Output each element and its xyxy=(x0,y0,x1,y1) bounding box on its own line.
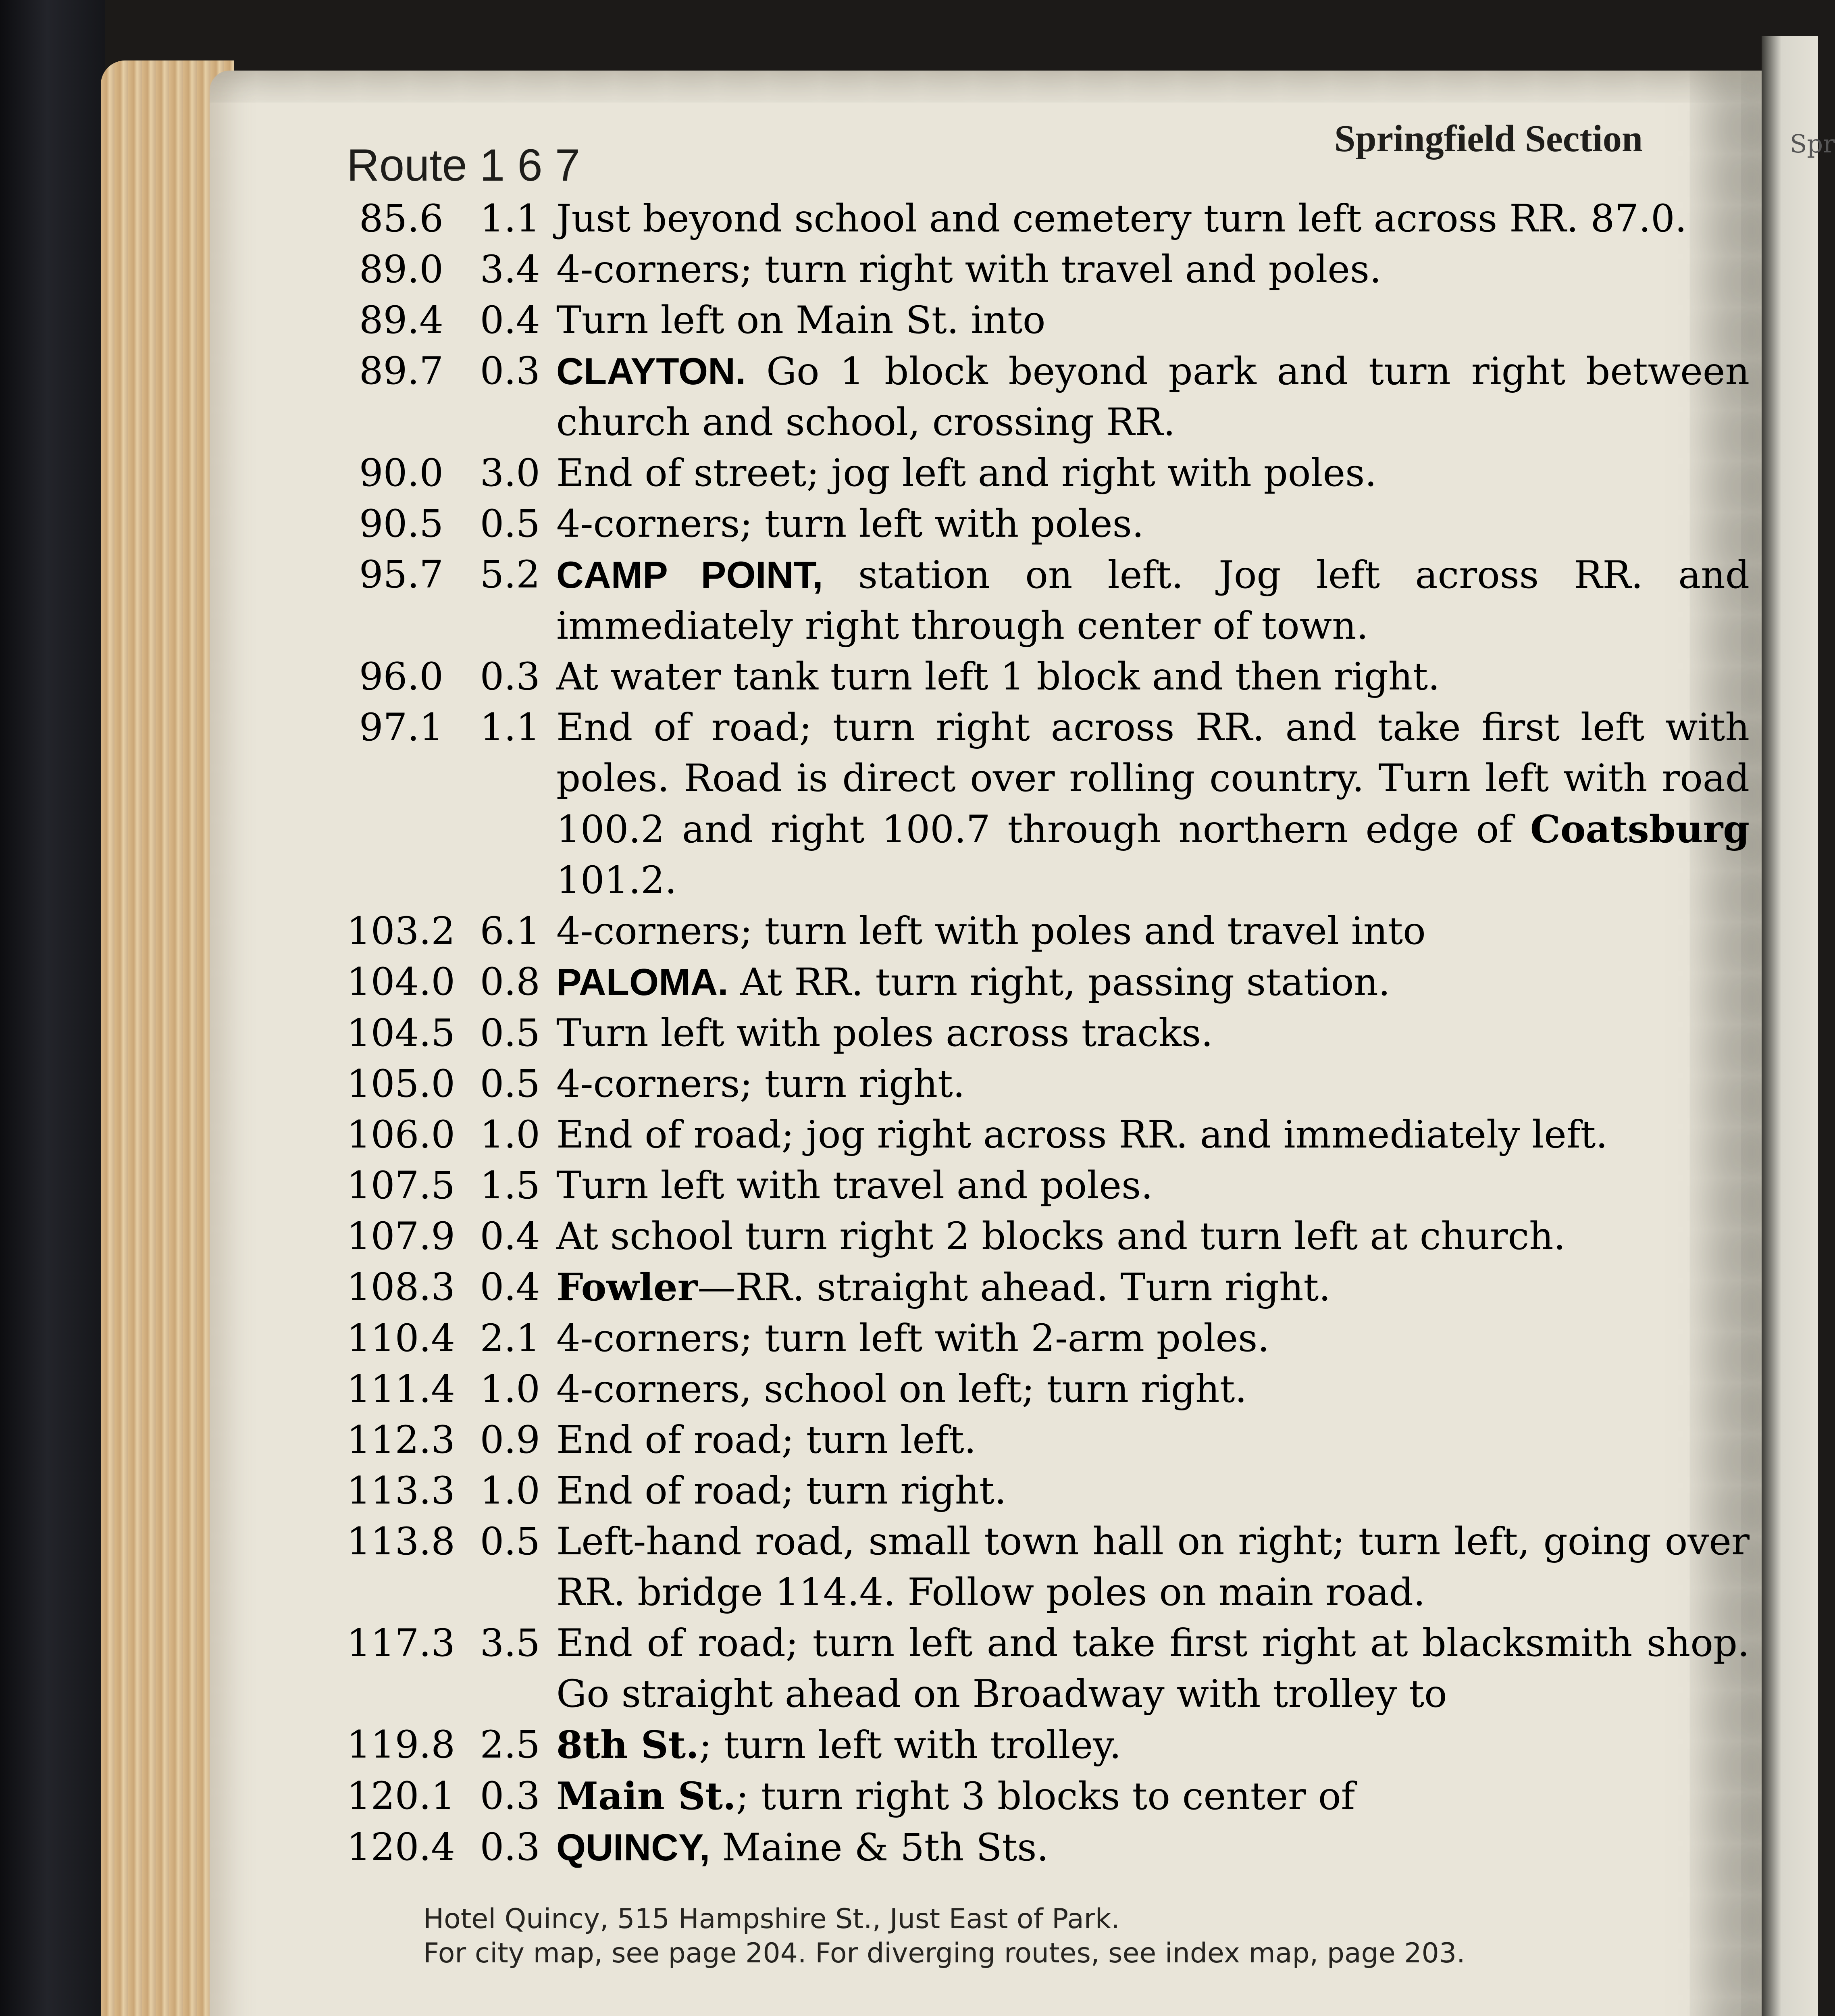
route-step xyxy=(347,550,1750,652)
step-description xyxy=(556,1160,1750,1211)
total-mileage: 104.0 xyxy=(347,960,456,1004)
step-description xyxy=(556,652,1750,702)
city-map-note: For city map, see page 204. For diverging routes, see index map, page 203. xyxy=(423,1937,1465,1969)
intermediate-mileage: 0.3 xyxy=(480,655,540,699)
total-mileage: 104.5 xyxy=(347,1011,456,1055)
step-description xyxy=(556,1211,1750,1262)
intermediate-mileage: 0.3 xyxy=(480,349,540,393)
step-description xyxy=(556,957,1750,1008)
direction-text: Left-hand road, small town hall on right; turn left, going over RR. bridge 114.4. Follow poles on main road. xyxy=(556,1520,1750,1614)
route-header: Route 1 6 7 xyxy=(347,140,580,190)
route-step xyxy=(347,1364,1750,1415)
total-mileage: 89.0 xyxy=(359,248,443,292)
total-mileage: 95.7 xyxy=(359,553,443,597)
direction-text: Turn left with travel and poles. xyxy=(556,1164,1153,1208)
route-step xyxy=(347,1313,1750,1364)
intermediate-mileage: 0.5 xyxy=(480,1520,540,1564)
intermediate-mileage: 0.5 xyxy=(480,1011,540,1055)
total-mileage: 117.3 xyxy=(347,1621,456,1665)
step-description xyxy=(556,346,1750,448)
total-mileage: 106.0 xyxy=(347,1113,456,1157)
direction-text: At water tank turn left 1 block and then right. xyxy=(556,655,1440,699)
direction-text: Just beyond school and cemetery turn left across RR. 87.0. xyxy=(556,197,1687,241)
intermediate-mileage: 0.5 xyxy=(480,502,540,546)
route-step xyxy=(347,906,1750,957)
direction-text: End of road; turn left. xyxy=(556,1418,976,1462)
section-header: Springfield Section xyxy=(1334,118,1643,160)
step-description xyxy=(556,1822,1750,1873)
route-step xyxy=(347,1160,1750,1211)
direction-text: End of road; turn right across RR. and take first left with poles. Road is direct over rolling country. Turn left with road 100.2 and right 100.7 through northern edge of xyxy=(556,706,1750,852)
route-step xyxy=(347,1822,1750,1873)
direction-text: 4-corners; turn left with poles and travel into xyxy=(556,909,1426,953)
total-mileage: 113.3 xyxy=(347,1469,456,1513)
route-step xyxy=(347,702,1750,906)
route-step xyxy=(347,1262,1750,1313)
hotel-note: Hotel Quincy, 515 Hampshire St., Just East of Park. xyxy=(423,1903,1120,1935)
total-mileage: 108.3 xyxy=(347,1265,456,1309)
direction-text: Maine & 5th Sts. xyxy=(710,1826,1049,1870)
step-description xyxy=(556,244,1750,295)
route-step xyxy=(347,1466,1750,1516)
total-mileage: 107.9 xyxy=(347,1214,456,1258)
route-step xyxy=(347,652,1750,702)
direction-text: ; turn right 3 blocks to center of xyxy=(736,1774,1355,1818)
direction-text: End of street; jog left and right with poles. xyxy=(556,451,1377,495)
step-description xyxy=(556,550,1750,652)
street-name: 8th St. xyxy=(556,1723,699,1767)
step-description xyxy=(556,702,1750,906)
direction-text: 101.2. xyxy=(556,858,677,902)
direction-text: End of road; jog right across RR. and immediately left. xyxy=(556,1113,1608,1157)
step-description xyxy=(556,1364,1750,1415)
step-description xyxy=(556,1008,1750,1059)
intermediate-mileage: 0.9 xyxy=(480,1418,540,1462)
total-mileage: 119.8 xyxy=(347,1723,456,1767)
step-description xyxy=(556,1313,1750,1364)
total-mileage: 105.0 xyxy=(347,1062,456,1106)
total-mileage: 120.4 xyxy=(347,1825,456,1869)
direction-text: ; turn left with trolley. xyxy=(699,1723,1121,1767)
intermediate-mileage: 6.1 xyxy=(480,909,540,953)
intermediate-mileage: 0.4 xyxy=(480,1214,540,1258)
place-name: CAMP POINT, xyxy=(556,554,823,596)
step-description xyxy=(556,1110,1750,1160)
step-description xyxy=(556,499,1750,550)
intermediate-mileage: 2.1 xyxy=(480,1316,540,1360)
direction-text: 4-corners; turn right. xyxy=(556,1062,965,1106)
step-description xyxy=(556,1618,1750,1720)
intermediate-mileage: 2.5 xyxy=(480,1723,540,1767)
next-page-edge xyxy=(1762,36,1835,2016)
route-step xyxy=(347,1771,1750,1822)
next-page-fragment: Spr xyxy=(1790,129,1835,158)
total-mileage: 96.0 xyxy=(359,655,443,699)
total-mileage: 89.4 xyxy=(359,298,443,342)
route-step xyxy=(347,1415,1750,1466)
intermediate-mileage: 1.5 xyxy=(480,1164,540,1208)
intermediate-mileage: 1.0 xyxy=(480,1469,540,1513)
step-description xyxy=(556,1059,1750,1110)
place-name: QUINCY, xyxy=(556,1826,710,1868)
direction-text: Go 1 block beyond park and turn right between church and school, crossing RR. xyxy=(556,350,1750,444)
step-description xyxy=(556,194,1750,244)
route-log-upper xyxy=(347,194,1750,1873)
book-binding xyxy=(0,0,105,2016)
total-mileage: 103.2 xyxy=(347,909,456,953)
step-description xyxy=(556,1415,1750,1466)
intermediate-mileage: 1.1 xyxy=(480,706,540,750)
route-step xyxy=(347,1008,1750,1059)
intermediate-mileage: 0.8 xyxy=(480,960,540,1004)
total-mileage: 89.7 xyxy=(359,349,443,393)
total-mileage: 90.5 xyxy=(359,502,443,546)
route-step xyxy=(347,1110,1750,1160)
direction-text: 4-corners, school on left; turn right. xyxy=(556,1367,1247,1411)
step-description xyxy=(556,1720,1750,1771)
step-description xyxy=(556,1466,1750,1516)
direction-text: 4-corners; turn left with poles. xyxy=(556,502,1144,546)
intermediate-mileage: 0.4 xyxy=(480,1265,540,1309)
total-mileage: 112.3 xyxy=(347,1418,456,1462)
direction-text: End of road; turn right. xyxy=(556,1469,1007,1513)
direction-text: —RR. straight ahead. Turn right. xyxy=(697,1266,1331,1310)
route-step xyxy=(347,1211,1750,1262)
direction-text: 4-corners; turn right with travel and poles. xyxy=(556,248,1382,292)
street-name: Fowler xyxy=(556,1265,698,1310)
route-step xyxy=(347,1618,1750,1720)
route-step xyxy=(347,1059,1750,1110)
route-step xyxy=(347,244,1750,295)
route-step xyxy=(347,1720,1750,1771)
total-mileage: 113.8 xyxy=(347,1520,456,1564)
total-mileage: 110.4 xyxy=(347,1316,456,1360)
total-mileage: 85.6 xyxy=(359,197,443,241)
route-step xyxy=(347,346,1750,448)
direction-text: At RR. turn right, passing station. xyxy=(728,960,1390,1004)
total-mileage: 97.1 xyxy=(359,706,443,750)
intermediate-mileage: 0.3 xyxy=(480,1825,540,1869)
direction-text: End of road; turn left and take first right at blacksmith shop. Go straight ahead on Broadway with trolley to xyxy=(556,1621,1750,1716)
intermediate-mileage: 5.2 xyxy=(480,553,540,597)
intermediate-mileage: 1.0 xyxy=(480,1367,540,1411)
intermediate-mileage: 1.1 xyxy=(480,197,540,241)
total-mileage: 111.4 xyxy=(347,1367,456,1411)
route-step xyxy=(347,194,1750,244)
step-description xyxy=(556,906,1750,957)
intermediate-mileage: 1.0 xyxy=(480,1113,540,1157)
route-step xyxy=(347,499,1750,550)
direction-text: station on left. Jog left across RR. and immediately right through center of town. xyxy=(556,553,1750,648)
route-step xyxy=(347,295,1750,346)
street-name: Coatsburg xyxy=(1530,807,1750,852)
total-mileage: 107.5 xyxy=(347,1164,456,1208)
route-step xyxy=(347,1516,1750,1618)
step-description xyxy=(556,448,1750,499)
total-mileage: 120.1 xyxy=(347,1774,456,1818)
direction-text: 4-corners; turn left with 2-arm poles. xyxy=(556,1316,1270,1360)
direction-text: Turn left with poles across tracks. xyxy=(556,1011,1213,1055)
intermediate-mileage: 0.3 xyxy=(480,1774,540,1818)
total-mileage: 90.0 xyxy=(359,451,443,495)
direction-text: Turn left on Main St. into xyxy=(556,298,1046,342)
step-description xyxy=(556,1262,1750,1313)
place-name: PALOMA. xyxy=(556,961,728,1003)
direction-text: At school turn right 2 blocks and turn left at church. xyxy=(556,1214,1566,1258)
route-step xyxy=(347,448,1750,499)
route-step xyxy=(347,957,1750,1008)
place-name: CLAYTON. xyxy=(556,350,746,392)
step-description xyxy=(556,1771,1750,1822)
step-description xyxy=(556,1516,1750,1618)
step-description xyxy=(556,295,1750,346)
intermediate-mileage: 3.0 xyxy=(480,451,540,495)
intermediate-mileage: 0.5 xyxy=(480,1062,540,1106)
intermediate-mileage: 3.5 xyxy=(480,1621,540,1665)
intermediate-mileage: 0.4 xyxy=(480,298,540,342)
intermediate-mileage: 3.4 xyxy=(480,248,540,292)
street-name: Main St. xyxy=(556,1774,736,1818)
